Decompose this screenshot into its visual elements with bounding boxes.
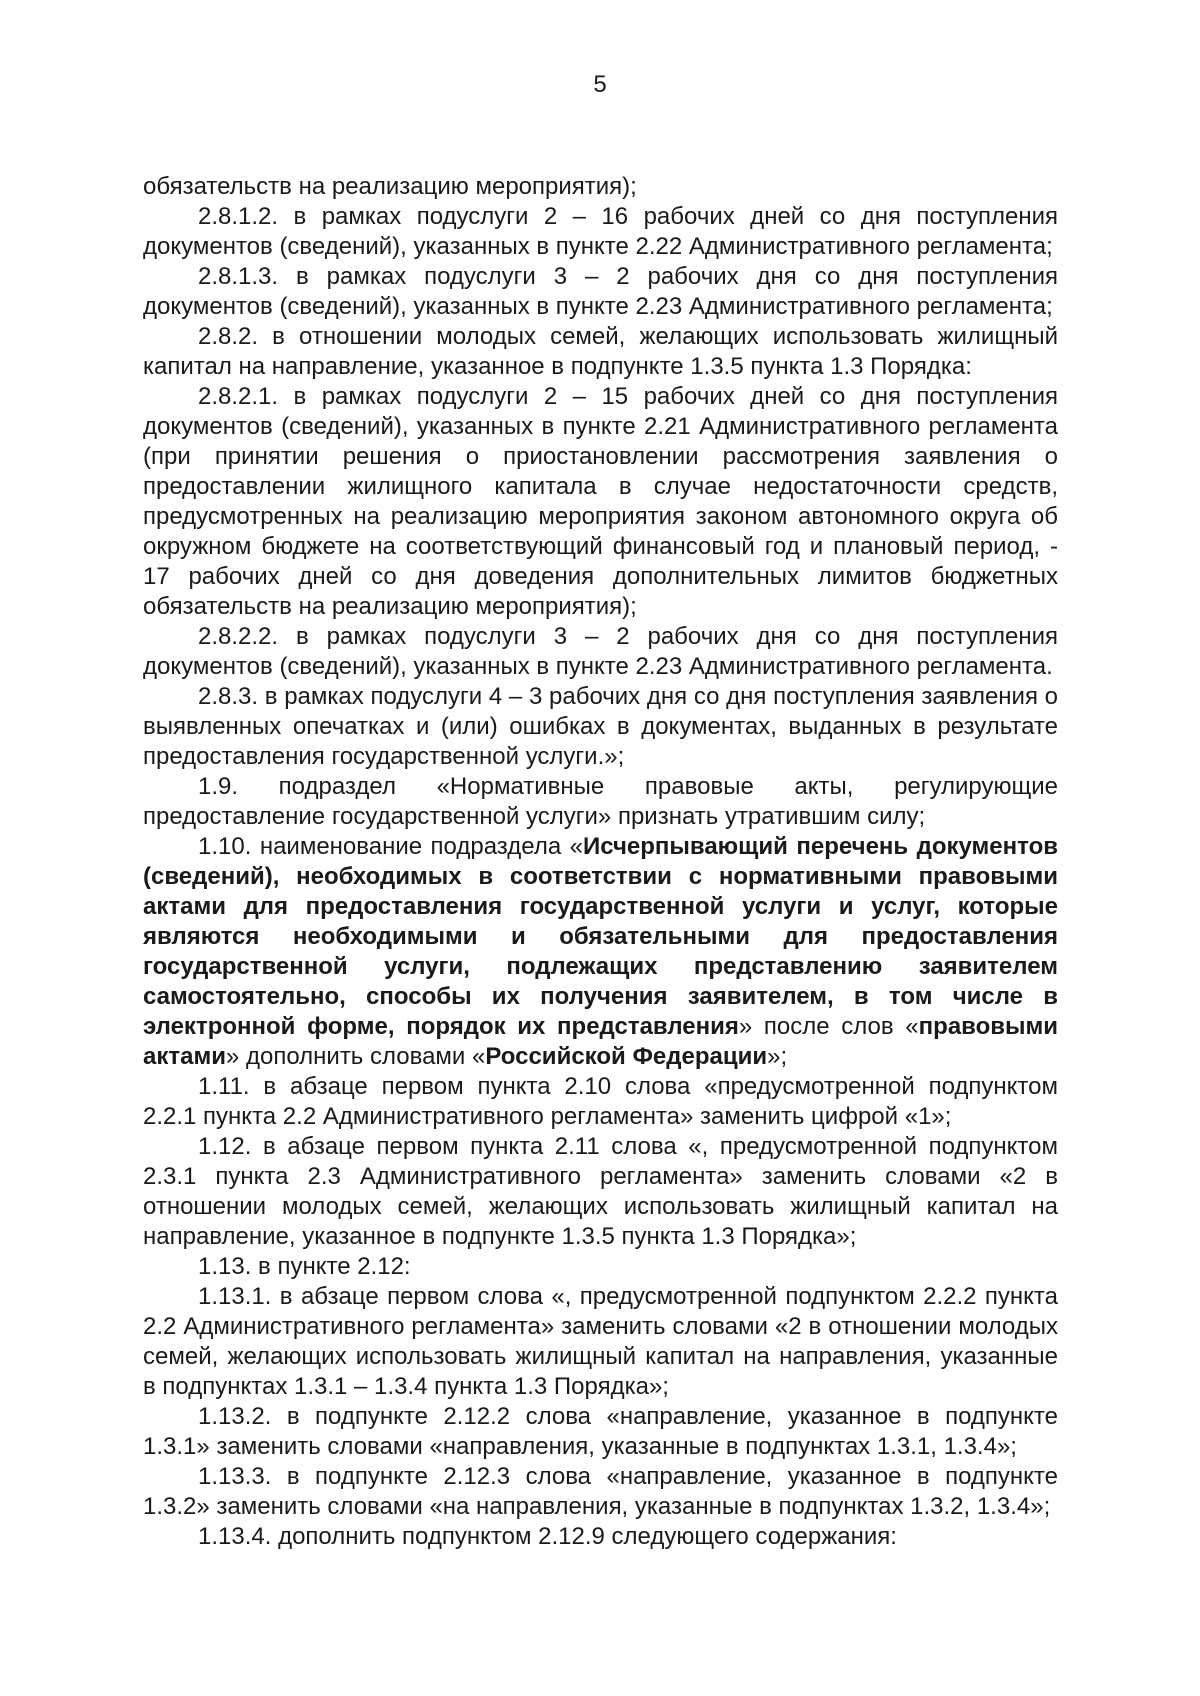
paragraph-2-8-1-2: 2.8.1.2. в рамках подуслуги 2 – 16 рабочих дней со дня поступления документов (сведений), указанных в пункте 2.22 Административного регламента;: [143, 203, 1058, 260]
paragraph-1-10-text-4: »;: [767, 1043, 788, 1070]
page-number: 5: [593, 71, 607, 98]
paragraph-1-10-bold-title: Исчерпывающий перечень документов (сведений), необходимых в соответствии с нормативными правовыми актами для предоставления государственной услуги и услуг, которые являются необходимыми и обязательными для предоставления государственной услуги, подлежащих представлению заявителем самостоятельно, способы их получения заявителем, в том числе в электронной форме, порядок их представления: [143, 833, 1058, 1040]
paragraph-1-10-bold-words: правовыми актами: [143, 1013, 1059, 1070]
document-body: [143, 172, 1058, 1552]
paragraph-2-8-1-3: 2.8.1.3. в рамках подуслуги 3 – 2 рабочих дня со дня поступления документов (сведений), указанных в пункте 2.23 Административного регламента;: [143, 263, 1058, 320]
paragraph-1-12: 1.12. в абзаце первом пункта 2.11 слова «, предусмотренной подпунктом 2.3.1 пункта 2.3 Административного регламента» заменить словами «2 в отношении молодых семей, желающих использовать жилищный капитал на направление, указанное в подпункте 1.3.5 пункта 1.3 Порядка»;: [143, 1133, 1058, 1250]
paragraph-2-8-2-1: 2.8.2.1. в рамках подуслуги 2 – 15 рабочих дней со дня поступления документов (сведений), указанных в пункте 2.21 Административного регламента (при принятии решения о приостановлении рассмотрения заявления о предоставлении жилищного капитала в случае недостаточности средств, предусмотренных на реализацию мероприятия законом автономного округа об окружном бюджете на соответствующий финансовый год и плановый период, - 17 рабочих дней со дня доведения дополнительных лимитов бюджетных обязательств на реализацию мероприятия);: [143, 383, 1058, 620]
paragraph-continuation: обязательств на реализацию мероприятия);: [143, 173, 637, 200]
paragraph-2-8-3: 2.8.3. в рамках подуслуги 4 – 3 рабочих дня со дня поступления заявления о выявленных опечатках и (или) ошибках в документах, выданных в результате предоставления государственной услуги.»;: [143, 683, 1058, 770]
paragraph-1-11: 1.11. в абзаце первом пункта 2.10 слова «предусмотренной подпунктом 2.2.1 пункта 2.2 Административного регламента» заменить цифрой «1»;: [143, 1073, 1058, 1130]
paragraph-1-10: [143, 832, 1058, 1072]
paragraph-2-8-2: 2.8.2. в отношении молодых семей, желающих использовать жилищный капитал на направление, указанное в подпункте 1.3.5 пункта 1.3 Порядка:: [143, 323, 1058, 380]
paragraph-1-10-text-3: » дополнить словами «: [225, 1043, 486, 1070]
paragraph-1-10-bold-addition: Российской Федерации: [485, 1043, 768, 1070]
paragraph-1-13-3: 1.13.3. в подпункте 2.12.3 слова «направление, указанное в подпункте 1.3.2» заменить словами «на направления, указанные в подпунктах 1.3.2, 1.3.4»;: [143, 1463, 1058, 1520]
paragraph-1-13-4: 1.13.4. дополнить подпунктом 2.12.9 следующего содержания:: [198, 1523, 897, 1550]
paragraph-1-13-1: 1.13.1. в абзаце первом слова «, предусмотренной подпунктом 2.2.2 пункта 2.2 Административного регламента» заменить словами «2 в отношении молодых семей, желающих использовать жилищный капитал на направления, указанные в подпунктах 1.3.1 – 1.3.4 пункта 1.3 Порядка»;: [143, 1283, 1058, 1400]
paragraph-1-13-2: 1.13.2. в подпункте 2.12.2 слова «направление, указанное в подпункте 1.3.1» заменить словами «направления, указанные в подпунктах 1.3.1, 1.3.4»;: [143, 1403, 1058, 1460]
paragraph-1-13: 1.13. в пункте 2.12:: [198, 1253, 411, 1280]
paragraph-1-9: 1.9. подраздел «Нормативные правовые акты, регулирующие предоставление государственной услуги» признать утратившим силу;: [143, 773, 1058, 830]
paragraph-1-10-text-1: 1.10. наименование подраздела «: [198, 833, 583, 860]
paragraph-1-10-text-2: » после слов «: [738, 1013, 919, 1040]
paragraph-2-8-2-2: 2.8.2.2. в рамках подуслуги 3 – 2 рабочих дня со дня поступления документов (сведений), указанных в пункте 2.23 Административного регламента.: [143, 623, 1058, 680]
